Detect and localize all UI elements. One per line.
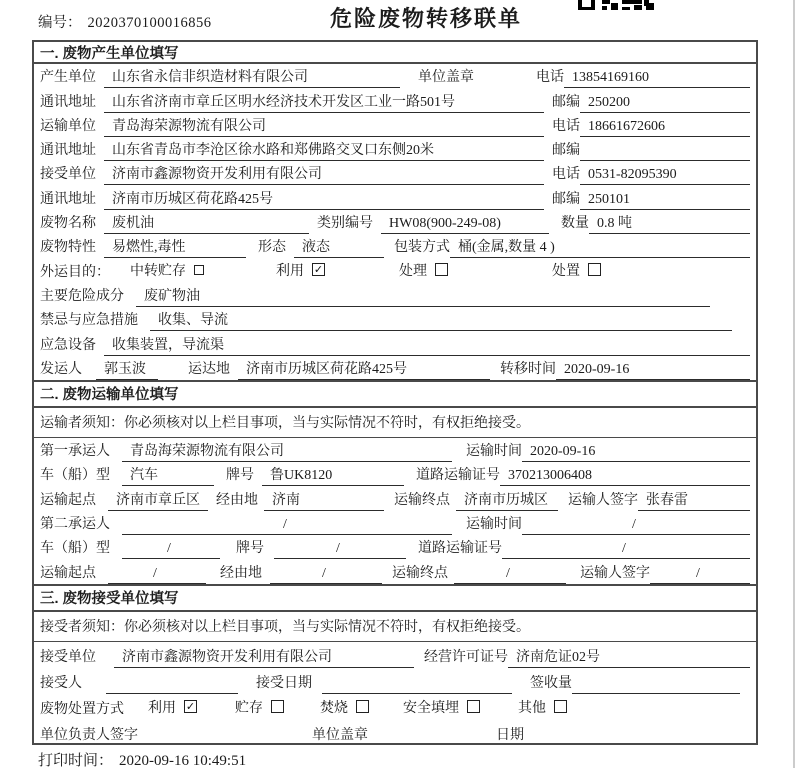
field-label: 转移时间	[500, 361, 556, 377]
field-label: 道路运输证号	[416, 468, 500, 484]
checkbox-label: 安全填埋	[403, 700, 459, 716]
form-row	[34, 535, 756, 559]
form-row	[34, 511, 756, 535]
field-label: 邮编	[552, 143, 580, 159]
form-row	[34, 438, 756, 462]
section-header	[34, 42, 756, 64]
form-row	[34, 64, 756, 88]
field-label: 经营许可证号	[424, 649, 508, 665]
form-row	[34, 642, 756, 668]
field-value: 收集装置，导流渠	[104, 334, 750, 356]
field-value: /	[270, 566, 382, 584]
field-label: 运输单位	[40, 118, 96, 134]
field-label: 第一承运人	[40, 444, 110, 460]
field-label: 单位盖章	[418, 70, 474, 86]
field-value: 济南危证02号	[508, 646, 750, 668]
field-value: 张春雷	[638, 489, 750, 511]
field-label: 废物名称	[40, 216, 96, 232]
field-label: 类别编号	[317, 216, 373, 232]
field-label: 接受人	[40, 675, 82, 691]
field-label: 电话	[552, 167, 580, 183]
field-label: 运输终点	[392, 565, 448, 581]
field-value: /	[274, 541, 406, 559]
checkbox-label: 处置	[552, 263, 580, 279]
field-label: 车（船）型	[40, 468, 110, 484]
field-value: HW08(900-249-08)	[381, 216, 549, 234]
field-value: 济南市历城区荷花路425号	[238, 358, 490, 380]
checkbox-unchecked-icon	[435, 263, 448, 276]
serial-label: 编号：	[38, 15, 82, 31]
field-value: 易燃性,毒性	[104, 236, 246, 258]
field-value-blank	[580, 144, 750, 161]
field-value: 郭玉波	[96, 358, 158, 380]
field-label: 运达地	[188, 361, 230, 377]
section-notice: 接受者须知：你必须核对以上栏目事项，当与实际情况不符时，有权拒绝接受。	[34, 612, 756, 642]
field-value: 370213006408	[500, 468, 750, 486]
field-label: 通讯地址	[40, 94, 96, 110]
field-label: 单位盖章	[312, 727, 368, 743]
field-label: 车（船）型	[40, 541, 110, 557]
checkbox-checked-icon: ✓	[313, 263, 324, 277]
field-value-blank	[322, 677, 512, 694]
checkbox-item	[320, 697, 369, 720]
checkbox-unchecked-icon	[467, 700, 480, 713]
form-row	[34, 210, 756, 234]
field-label: 日期	[496, 727, 524, 743]
form-row	[34, 88, 756, 112]
form-row	[34, 137, 756, 161]
checkbox-label: 中转贮存	[130, 263, 186, 279]
field-value: 液态	[294, 236, 384, 258]
field-value: /	[108, 566, 206, 584]
print-time	[38, 749, 246, 770]
field-value: /	[122, 541, 220, 559]
field-label: 牌号	[226, 468, 254, 484]
form-row	[34, 462, 756, 486]
field-value: 18661672606	[580, 119, 750, 137]
field-value: 山东省济南市章丘区明水经济技术开发区工业一路501号	[104, 91, 544, 113]
form-table	[32, 40, 758, 745]
page-title: 危险废物转移联单	[330, 6, 523, 31]
field-label: 经由地	[220, 565, 262, 581]
field-label: 邮编	[552, 191, 580, 207]
field-label: 运输终点	[394, 492, 450, 508]
checkbox-unchecked-icon	[271, 700, 284, 713]
checkbox-label: 利用	[148, 700, 176, 716]
checkbox-label: 焚烧	[320, 700, 348, 716]
field-value: 0.8 吨	[589, 212, 750, 234]
field-label: 签收量	[530, 675, 572, 691]
section-notice: 运输者须知：你必须核对以上栏目事项，当与实际情况不符时，有权拒绝接受。	[34, 408, 756, 438]
field-label: 邮编	[552, 94, 580, 110]
page-edge-line	[793, 0, 795, 768]
field-label: 接受日期	[256, 675, 312, 691]
field-label: 电话	[552, 118, 580, 134]
field-label: 运输起点	[40, 565, 96, 581]
field-label: 接受单位	[40, 167, 96, 183]
checkbox-item	[403, 697, 480, 720]
field-value-blank	[524, 729, 742, 745]
field-value: 桶(金属,数量 4 )	[450, 236, 750, 258]
field-value: 废机油	[104, 212, 309, 234]
form-row	[34, 356, 756, 380]
field-value: 13854169160	[564, 70, 750, 88]
field-label: 运输时间	[466, 517, 522, 533]
field-value: 0531-82095390	[580, 167, 750, 185]
form-row	[34, 307, 756, 331]
field-label: 通讯地址	[40, 143, 96, 159]
field-value-blank	[572, 677, 740, 694]
serial-number	[38, 11, 212, 32]
checkbox-unchecked-icon	[554, 700, 567, 713]
field-value: 2020-09-16	[522, 444, 750, 462]
field-label: 运输人签字	[580, 565, 650, 581]
field-label: 应急设备	[40, 337, 96, 353]
section-title: 一. 废物产生单位填写	[40, 45, 179, 62]
checkbox-item	[130, 260, 204, 283]
field-value: 青岛海荣源物流有限公司	[122, 440, 452, 462]
field-value: 济南市章丘区	[108, 489, 208, 511]
form-row	[34, 694, 756, 720]
checkbox-item	[552, 260, 601, 283]
field-label: 形态	[258, 240, 286, 256]
field-value: /	[650, 566, 750, 584]
form-row	[34, 283, 756, 307]
checkbox-unchecked-icon	[194, 265, 204, 275]
checkbox-item	[276, 260, 325, 283]
field-value: /	[454, 566, 566, 584]
field-value: /	[502, 541, 750, 559]
field-label: 包装方式	[394, 240, 450, 256]
field-value: 山东省青岛市李沧区徐水路和郑佛路交叉口东侧20米	[104, 139, 544, 161]
checkbox-checked-icon: ✓	[185, 700, 196, 714]
checkbox-label: 利用	[276, 263, 304, 279]
field-value: 250101	[580, 192, 750, 210]
form-row	[34, 234, 756, 258]
checkbox-item	[148, 697, 197, 720]
field-label: 通讯地址	[40, 191, 96, 207]
print-time-label: 打印时间：	[38, 753, 114, 769]
field-value: 济南市鑫源物资开发利用有限公司	[114, 646, 414, 668]
section-header	[34, 380, 756, 408]
field-value: 汽车	[122, 464, 214, 486]
field-label: 道路运输证号	[418, 541, 502, 557]
field-label: 发运人	[40, 361, 82, 377]
field-value: 山东省永信非织造材料有限公司	[104, 66, 400, 88]
form-row	[34, 486, 756, 510]
field-label: 牌号	[236, 541, 264, 557]
field-label: 废物处置方式	[40, 701, 124, 717]
field-label: 经由地	[216, 492, 258, 508]
qr-code-partial-icon	[578, 0, 654, 10]
form-row	[34, 720, 756, 745]
checkbox-item	[235, 697, 284, 720]
checkbox-label: 处理	[399, 263, 427, 279]
checkbox-label: 其他	[518, 700, 546, 716]
field-label: 主要危险成分	[40, 288, 124, 304]
form-row	[34, 185, 756, 209]
field-value: 收集、导流	[150, 309, 732, 331]
section-title: 三. 废物接受单位填写	[40, 591, 179, 608]
field-value: /	[122, 517, 452, 535]
checkbox-item	[518, 697, 567, 720]
field-label: 运输人签字	[568, 492, 638, 508]
field-label: 产生单位	[40, 70, 96, 86]
print-time-value: 2020-09-16 10:49:51	[119, 753, 247, 769]
checkbox-unchecked-icon	[356, 700, 369, 713]
field-label: 接受单位	[40, 649, 96, 665]
field-label: 数量	[561, 216, 589, 232]
section-header	[34, 584, 756, 612]
checkbox-label: 贮存	[235, 700, 263, 716]
field-label: 运输时间	[466, 444, 522, 460]
form-row	[34, 258, 756, 282]
field-value: /	[522, 517, 750, 535]
form-row	[34, 331, 756, 355]
field-label: 禁忌与应急措施	[40, 313, 138, 329]
field-value: 济南	[264, 489, 384, 511]
field-value-blank	[182, 729, 292, 745]
field-value: 济南市历城区荷花路425号	[104, 188, 544, 210]
field-value: 250200	[580, 95, 750, 113]
form-row	[34, 668, 756, 694]
serial-value: 2020370100016856	[87, 15, 212, 31]
field-value: 鲁UK8120	[262, 464, 404, 486]
field-label: 单位负责人签字	[40, 727, 138, 743]
field-value: 青岛海荣源物流有限公司	[104, 115, 544, 137]
form-row	[34, 113, 756, 137]
section-title: 二. 废物运输单位填写	[40, 387, 179, 404]
field-label: 第二承运人	[40, 517, 110, 533]
field-label: 运输起点	[40, 492, 96, 508]
checkbox-unchecked-icon	[588, 263, 601, 276]
field-value: 济南市鑫源物资开发利用有限公司	[104, 163, 544, 185]
field-label: 废物特性	[40, 240, 96, 256]
field-value: 2020-09-16	[556, 362, 750, 380]
field-value: 废矿物油	[136, 285, 710, 307]
form-row	[34, 559, 756, 583]
form-row	[34, 161, 756, 185]
field-value: 济南市历城区	[456, 489, 558, 511]
field-label: 电话	[536, 70, 564, 86]
field-value-blank	[106, 677, 238, 694]
checkbox-item	[399, 260, 448, 283]
field-label: 外运目的：	[40, 264, 110, 280]
